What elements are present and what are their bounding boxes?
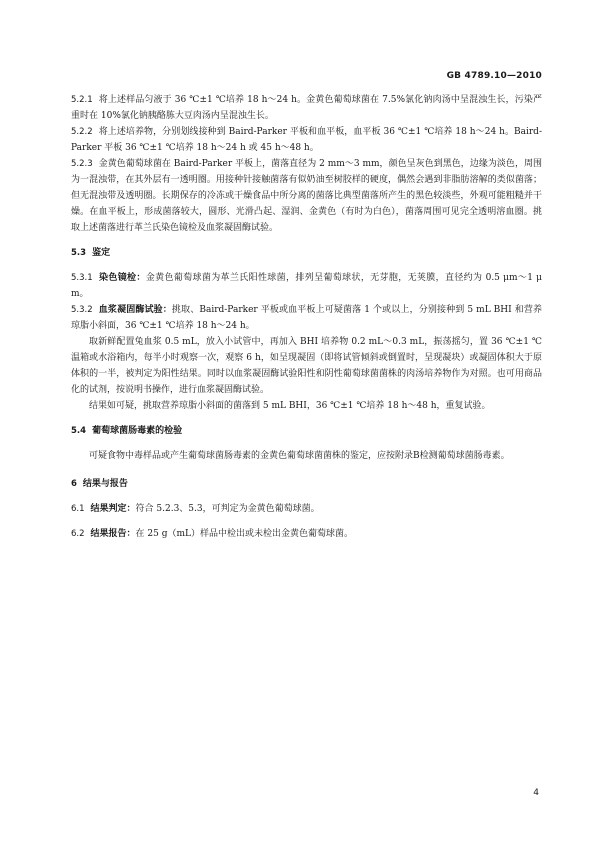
section-heading-5-4: 5.4 葡萄球菌肠毒素的检验 xyxy=(71,426,183,436)
clause-6-2: 6.2 结果报告：在 25 g（mL）样品中检出或未检出金黄色葡萄球菌。 xyxy=(71,529,353,539)
clause-5-3-2-para-3: 结果如可疑，挑取营养琼脂小斜面的菌落到 5 mL BHI，36 ℃±1 ℃培养 18 h～48 h，重复试验。 xyxy=(89,401,491,411)
page-content xyxy=(71,92,542,542)
clause-5-3-1: 5.3.1 染色镜检：金黄色葡萄球菌为革兰氏阳性球菌，排列呈葡萄球状，无芽胞，无荚膜，直径约为 0.5 μm～1 μm。 xyxy=(71,273,542,299)
page-number: 4 xyxy=(533,788,539,798)
clause-5-4-text: 可疑食物中毒样品或产生葡萄球菌肠毒素的金黄色葡萄球菌菌株的鉴定，应按附录B检测葡萄球菌肠毒素。 xyxy=(89,451,510,461)
standard-code: GB 4789.10—2010 xyxy=(446,71,542,81)
clause-5-2-2: 5.2.2 将上述培养物，分别划线接种到 Baird-Parker 平板和血平板，血平板 36 ℃±1 ℃培养 18 h～24 h。Baird-Parker 平板 36 ℃±1 ℃培养 18 h～24 h 或 45 h～48 h。 xyxy=(71,127,542,153)
section-heading-5-3: 5.3 鉴定 xyxy=(71,248,111,258)
clause-5-3-2-para-2: 取新鲜配置兔血浆 0.5 mL，放入小试管中，再加入 BHI 培养物 0.2 mL～0.3 mL，振荡摇匀，置 36 ℃±1 ℃温箱或水浴箱内，每半小时观察一次，观察 6 h，如呈现凝固（即将试管倾斜或倒置时，呈现凝块）或凝固体积大于原体积的一半，被判定为阳性结果。同时以血浆凝固酶试验阳性和阴性葡萄球菌菌株的肉汤培养物作为对照。也可用商品化的试剂，按说明书操作，进行血浆凝固酶试验。 xyxy=(71,337,542,395)
clause-5-2-3: 5.2.3 金黄色葡萄球菌在 Baird-Parker 平板上，菌落直径为 2 mm～3 mm，颜色呈灰色到黑色，边缘为淡色，周围为一混浊带，在其外层有一透明圈。用接种针接触菌落有似奶油至树胶样的硬度，偶然会遇到非脂肪溶解的类似菌落；但无混浊带及透明圈。长期保存的冷冻或干燥食品中所分离的菌落比典型菌落所产生的黑色较淡些，外观可能粗糙并干燥。在血平板上，形成菌落较大，圆形、光滑凸起、湿润、金黄色（有时为白色），菌落周围可见完全透明溶血圈。挑取上述菌落进行革兰氏染色镜检及血浆凝固酶试验。 xyxy=(71,159,542,233)
clause-5-3-2: 5.3.2 血浆凝固酶试验：挑取、Baird-Parker 平板或血平板上可疑菌落 1 个或以上，分别接种到 5 mL BHI 和营养琼脂小斜面，36 ℃±1 ℃培养 18 h～24 h。 xyxy=(71,305,542,331)
section-heading-6: 6 结果与报告 xyxy=(71,479,128,489)
clause-6-1: 6.1 结果判定：符合 5.2.3、5.3，可判定为金黄色葡萄球菌。 xyxy=(71,504,320,514)
clause-5-2-1: 5.2.1 将上述样品匀液于 36 ℃±1 ℃培养 18 h～24 h。金黄色葡萄球菌在 7.5%氯化钠肉汤中呈混浊生长，污染严重时在 10%氯化钠胰酪胨大豆肉汤内呈混浊生长。 xyxy=(71,95,542,121)
